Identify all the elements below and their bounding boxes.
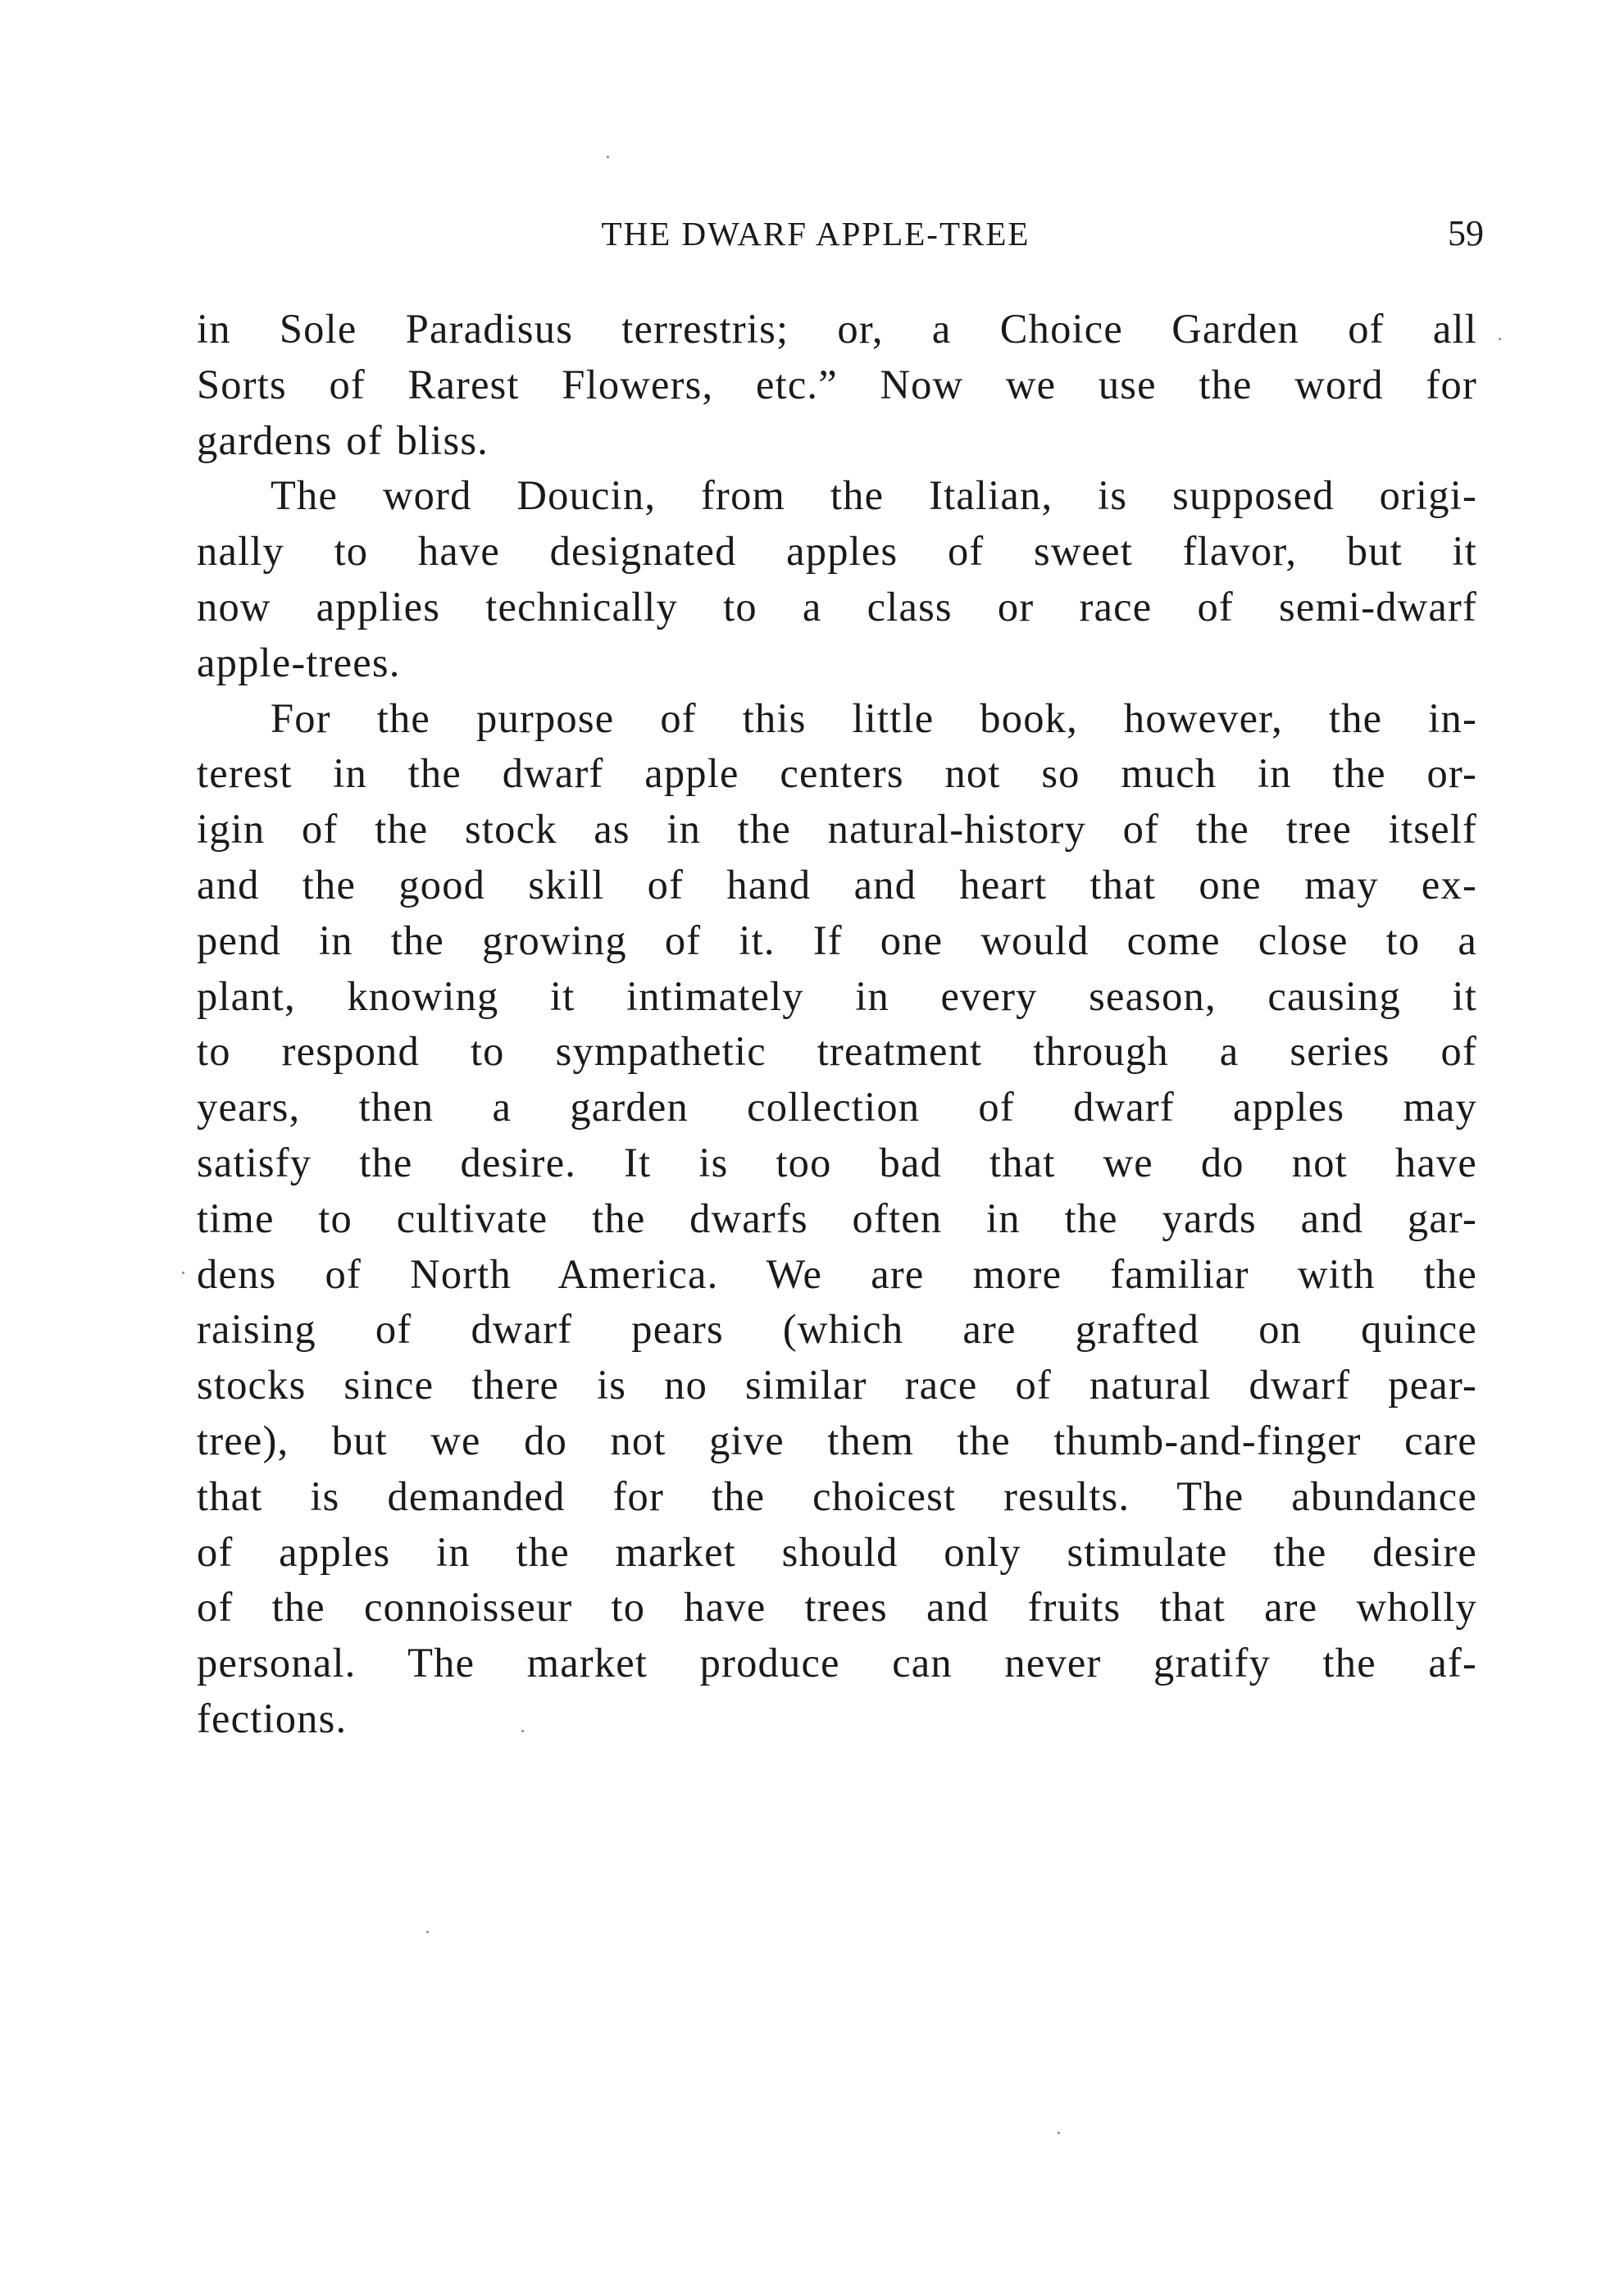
- text-line: personal. The market produce can never gratify the af-: [197, 1640, 1477, 1686]
- text-line: Sorts of Rarest Flowers, etc.” Now we use the word for: [197, 361, 1477, 407]
- text-line: plant, knowing it intimately in every season, causing it: [197, 972, 1477, 1019]
- text-line: terest in the dwarf apple centers not so much in the or-: [197, 750, 1477, 797]
- text-line: to respond to sympathetic treatment through a series of: [197, 1028, 1477, 1075]
- text-line: For the purpose of this little book, however, the in-: [271, 694, 1477, 741]
- page-number: 59: [1448, 213, 1484, 253]
- scan-speck: [1499, 338, 1501, 340]
- text-line: that is demanded for the choicest results. The abundance: [197, 1472, 1477, 1519]
- text-line: apple-trees.: [197, 639, 401, 685]
- scan-speck: [426, 1931, 429, 1933]
- text-line: fections.: [197, 1695, 348, 1741]
- text-line: gardens of bliss.: [197, 416, 489, 463]
- text-line: pend in the growing of it. If one would come close to a: [197, 917, 1477, 963]
- text-line: satisfy the desire. It is too bad that we do not have: [197, 1139, 1477, 1186]
- text-line: tree), but we do not give them the thumb-and-finger care: [197, 1417, 1477, 1463]
- text-line: in Sole Paradisus terrestris; or, a Choice Garden of all: [197, 306, 1477, 352]
- text-line: dens of North America. We are more familiar with the: [197, 1250, 1477, 1297]
- text-line: now applies technically to a class or race of semi-dwarf: [197, 583, 1477, 630]
- scan-speck: [1058, 2132, 1060, 2134]
- running-head: [197, 209, 1484, 258]
- text-line: and the good skill of hand and heart that one may ex-: [197, 861, 1477, 908]
- scan-speck: [521, 1730, 524, 1732]
- body-text: [197, 302, 1477, 1747]
- scan-speck: [182, 1272, 184, 1274]
- running-title: THE DWARF APPLE-TREE: [601, 215, 1030, 253]
- text-line: of apples in the market should only stimulate the desire: [197, 1528, 1477, 1575]
- text-line: of the connoisseur to have trees and fruits that are wholly: [197, 1584, 1477, 1631]
- text-line: stocks since there is no similar race of natural dwarf pear-: [197, 1362, 1477, 1409]
- text-line: time to cultivate the dwarfs often in the yards and gar-: [197, 1195, 1477, 1241]
- text-line: igin of the stock as in the natural-history of the tree itself: [197, 806, 1477, 853]
- scan-speck: [607, 156, 609, 158]
- text-line: The word Doucin, from the Italian, is supposed origi-: [271, 472, 1477, 519]
- text-line: raising of dwarf pears (which are grafted on quince: [197, 1306, 1477, 1353]
- text-line: nally to have designated apples of sweet flavor, but it: [197, 528, 1477, 575]
- text-line: years, then a garden collection of dwarf apples may: [197, 1084, 1477, 1131]
